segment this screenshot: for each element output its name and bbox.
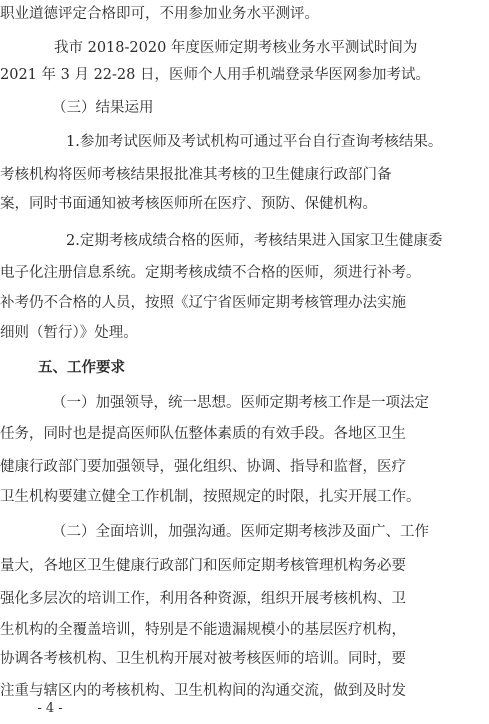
page-number [0,699,100,719]
text-line-content: 细则（暂行）》处理。 [0,325,138,341]
text-line [0,164,489,186]
text-line-content: 协调各考核机构、卫生机构开展对被考核医师的培训。同时，要 [0,651,406,667]
text-line-content: 注重与辖区内的考核机构、卫生机构间的沟通交流，做到及时发 [0,683,406,699]
text-line-content: （三）结果运用 [52,100,154,116]
text-line [52,521,486,543]
text-line-content: 考核机构将医师考核结果报批准其考核的卫生健康行政部门备 [0,167,392,183]
text-line-content: 补考仍不合格的人员，按照《辽宁省医师定期考核管理办法实施 [0,295,406,311]
section-heading [38,357,338,379]
text-line [0,3,489,25]
text-line [0,619,489,641]
text-line-content: （二）全面培训，加强沟通。医师定期考核涉及面广、工作 [52,524,429,540]
text-line [0,486,489,508]
text-line-content: （一）加强领导，统一思想。医师定期考核工作是一项法定 [52,395,429,411]
text-line [0,193,489,215]
text-line [0,555,489,577]
text-line-content: 2021 年 3 月 22-28 日，医师个人用手机端登录华医网参加考试。 [0,67,430,83]
text-line [66,131,486,153]
section-heading [52,97,352,119]
text-line [0,262,489,284]
text-line-content: 量大，各地区卫生健康行政部门和医师定期考核管理机构务必要 [0,558,406,574]
text-line [0,588,489,610]
text-line-content: 电子化注册信息系统。定期考核成绩不合格的医师，须进行补考。 [0,265,421,281]
text-line [0,292,489,314]
text-line-content: 案，同时书面通知被考核医师所在医疗、预防、保健机构。 [0,196,377,212]
text-line-content: 卫生机构要建立健全工作机制，按照规定的时限，扎实开展工作。 [0,489,421,505]
text-line-content: 五、工作要求 [38,359,125,376]
text-line [52,392,486,414]
text-line-content: 强化多层次的培训工作，利用各种资源，组织开展考核机构、卫 [0,591,406,607]
text-line-content: 任务，同时也是提高医师队伍整体素质的有效手段。各地区卫生 [0,426,406,442]
text-line [54,37,484,59]
text-line [0,64,489,86]
text-line-content: 生机构的全覆盖培训，特别是不能遗漏规模小的基层医疗机构， [0,622,406,638]
page-number-text: - 4 - [37,701,63,716]
text-line-content: 1.参加考试医师及考试机构可通过平台自行查询考核结果。 [66,134,443,150]
text-line [66,230,486,252]
text-line [0,456,489,478]
text-line [0,423,489,445]
text-line [0,322,489,344]
text-line-content: 2.定期考核成绩合格的医师，考核结果进入国家卫生健康委 [66,233,443,249]
text-line-content: 职业道德评定合格即可，不用参加业务水平测评。 [0,6,319,22]
text-line-content: 健康行政部门要加强领导，强化组织、协调、指导和监督，医疗 [0,459,406,475]
text-line [0,648,489,670]
text-line-content: 我市 2018-2020 年度医师定期考核业务水平测试时间为 [54,40,418,56]
